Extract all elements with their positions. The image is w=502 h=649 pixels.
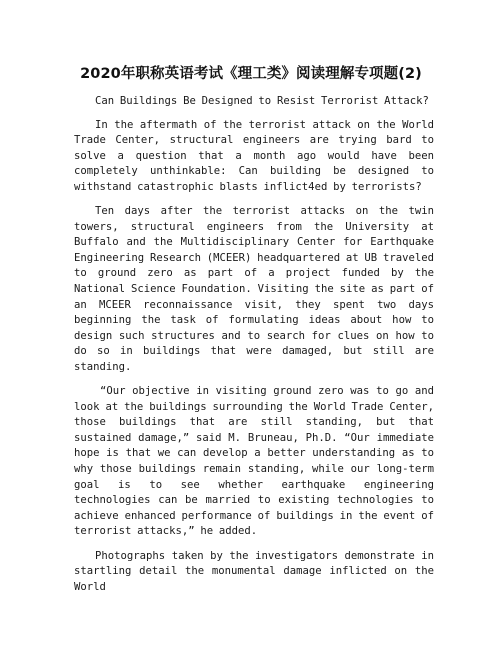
paragraph: “Our objective in visiting ground zero was to go and look at the buildings surrounding the World Trade Center, those buildings that are still standing, but that sustained damage,” said M. Bruneau, Ph.D. “Our immediate hope is that we can develop a better understanding as to why those buildings remain standing, while our long-term goal is to see whether earthquake engineering technologies can be married to existing technologies to achieve enhanced performance of buildings in the event of terrorist attacks,” he added. <box>74 385 434 538</box>
paragraph: Photographs taken by the investigators demonstrate in startling detail the monumental damage inflicted on the World <box>74 549 434 593</box>
paragraph: Ten days after the terrorist attacks on the twin towers, structural engineers from the University at Buffalo and the Multidisciplinary Center for Earthquake Engineering Research (MCEER) headquartered at UB traveled to ground zero as part of a project funded by the National Science Foundation. Visiting the site as part of an MCEER reconnaissance visit, they spent two days beginning the task of formulating ideas about how to design such structures and to search for clues on how to do so in buildings that were damaged, but still are standing. <box>74 205 434 373</box>
document-body <box>74 94 434 604</box>
paragraph: In the aftermath of the terrorist attack on the World Trade Center, structural engineers are trying bard to solve a question that a month ago would have been completely unthinkable: Can building be designed to withstand catastrophic blasts inflict4ed by terrorists? <box>74 118 434 193</box>
document-title: 2020年职称英语考试《理工类》阅读理解专项题(2) <box>80 66 422 82</box>
article-heading: Can Buildings Be Designed to Resist Terrorist Attack? <box>95 95 429 107</box>
